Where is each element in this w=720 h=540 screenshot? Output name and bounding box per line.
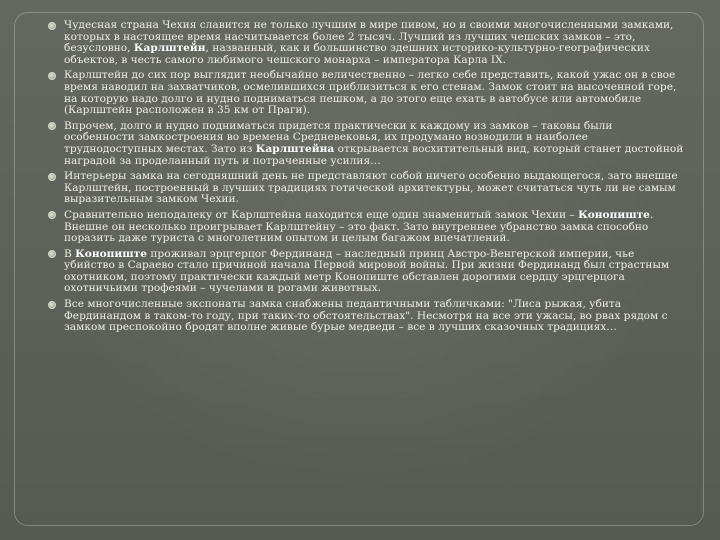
bullet-icon [48,22,56,30]
bullet-icon [48,122,56,130]
bullet-text: проживал эрцгерцог Фердинанд – наследный принц Австро-Венгерской империи, чье убийство в Сараево стало причиной начала Первой мировой войны. При жизни Фердинанд был страстным охотником, поэтому практически каждый метр Конопиште обставлен дорогими сердцу эрцгерцога охотничьими трофеями – чучелами и рогами животных. [64,247,670,295]
bold-text: Карлштейн [133,42,206,55]
bullet-icon [48,173,56,181]
bullet-item-4 [48,171,684,206]
bullet-list [48,20,684,334]
bullet-icon [48,211,56,219]
bullet-item-6 [48,249,684,295]
bullet-item-2 [48,70,684,116]
bold-text: Конопиште [578,208,650,221]
bold-text: Карлштейна [255,142,335,155]
bullet-text: Карлштейн до сих пор выглядит необычайно величественно – легко себе представить, какой ужас он в свое время наводил на захватчиков, осмелившихся приблизиться к его стенам. Замок стоит на высоченной горе, на которую надо долго и нудно подниматься пешком, а до этого еще ехать в автобусе или автомобиле (Карлштейн расположен в 35 км от Праги). [64,69,677,117]
bullet-text: . Внешне он несколько проигрывает Карлштейну – это факт. Зато внутреннее убранство замка способно поразить даже туриста с многолетним опытом и целым багажом впечатлений. [64,208,654,245]
bullet-text: В [64,247,76,260]
bullet-text: Все многочисленные экспонаты замка снабжены педантичными табличками: "Лиса рыжая, убита Фердинандом в таком-то году, при таких-то обстоятельствах". Несмотря на все эти ужасы, во рвах рядом с замком преспокойно бродят вполне живые бурые медведи – все в лучших сказочных традициях… [64,298,668,334]
bullet-text: Интерьеры замка на сегодняшний день не представляют собой ничего особенно выдающегося, зато внешне Карлштейн, построенный в лучших традициях готической архитектуры, может считаться чуть ли не самым выразительным замком Чехии. [64,170,678,206]
bullet-text: Сравнительно неподалеку от Карлштейна находится еще один знаменитый замок Чехии – [64,208,579,221]
bullet-item-5 [48,210,684,245]
bullet-item-3 [48,121,684,167]
bold-text: Конопиште [75,247,147,260]
bullet-item-7 [48,299,684,334]
bullet-icon [48,301,56,309]
bullet-item-1 [48,20,684,66]
slide-content [48,20,684,338]
bullet-text: Чудесная страна Чехия славится не только лучшим в мире пивом, но и своими многочисленными замками, которых в настоящее время насчитывается более 2 тысяч. Лучший из лучших чешских замков – это, безусловно, [64,19,674,55]
bullet-text: открывается восхитительный вид, который станет достойной наградой за проделанный путь и потраченные усилия… [64,142,684,167]
bullet-icon [48,250,56,258]
bullet-icon [48,72,56,80]
bullet-text: , названный, как и большинство здешних историко-культурно-географических объектов, в честь самого любимого чешского монарха – императора Карла IX. [64,42,650,66]
bullet-text: Впрочем, долго и нудно подниматься придется практически к каждому из замков – таковы были особенности замкостроения во времена Средневековья, их продумано возводили в наиболее труднодоступных местах. Зато из [64,119,613,155]
